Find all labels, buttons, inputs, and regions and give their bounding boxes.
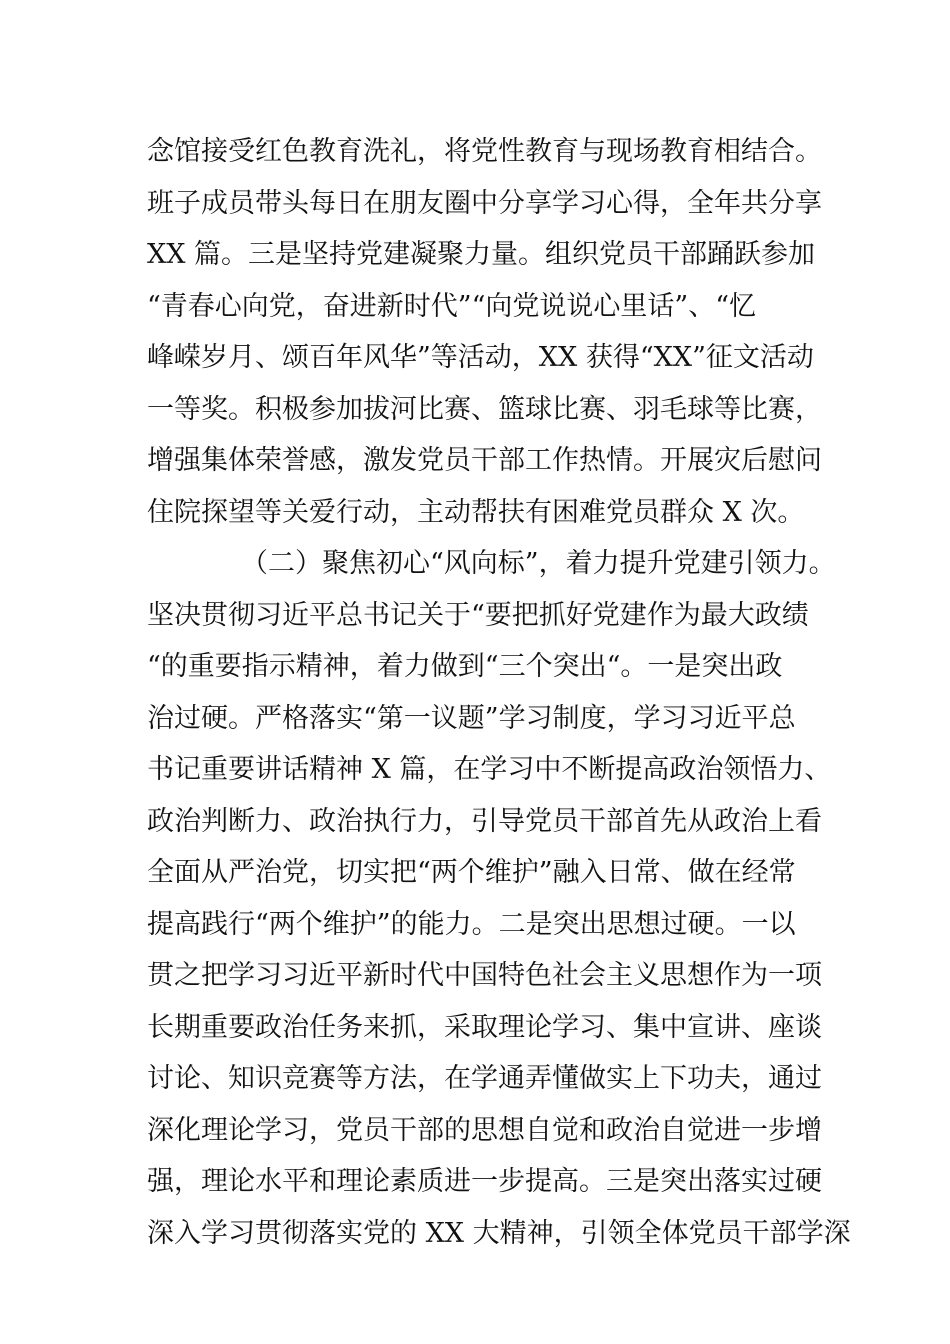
text-line: 一等奖。积极参加拔河比赛、篮球比赛、羽毛球等比赛， [147,393,822,425]
text-line: 讨论、知识竞赛等方法，在学通弄懂做实上下功夫，通过 [147,1063,822,1094]
body-text [147,126,851,1259]
text-line: 增强集体荣誉感，激发党员干部工作热情。开展灾后慰问 [147,445,822,476]
text-line: 深入学习贯彻落实党的 XX 大精神，引领全体党员干部学深 [147,1217,851,1249]
text-line: 长期重要政治任务来抓，采取理论学习、集中宣讲、座谈 [147,1011,822,1043]
text-line: 深化理论学习，党员干部的思想自觉和政治自觉进一步增 [147,1114,822,1146]
text-line: XX 篇。三是坚持党建凝聚力量。组织党员干部踊跃参加 [147,239,816,270]
text-line: 班子成员带头每日在朋友圈中分享学习心得，全年共分享 [147,187,822,219]
text-line: 书记重要讲话精神 X 篇，在学习中不断提高政治领悟力、 [147,754,832,785]
section-heading: （二）聚焦初心“风向标”，着力提升党建引领力。 [241,548,836,579]
text-line: “青春心向党，奋进新时代”“向党说说心里话”、“忆 [147,290,757,322]
text-line: 政治判断力、政治执行力，引导党员干部首先从政治上看 [147,805,822,837]
text-line: 住院探望等关爱行动，主动帮扶有困难党员群众 X 次。 [147,496,805,528]
text-line: 全面从严治党，切实把“两个维护”融入日常、做在经常 [147,857,796,888]
text-line: 峰嵘岁月、颂百年风华”等活动，XX 获得“XX”征文活动 [147,342,814,373]
text-line: 提高践行“两个维护”的能力。二是突出思想过硬。一以 [147,908,796,940]
text-line: 贯之把学习习近平新时代中国特色社会主义思想作为一项 [147,960,822,991]
text-line: 强，理论水平和理论素质进一步提高。三是突出落实过硬 [147,1166,822,1197]
text-line: “的重要指示精神，着力做到“三个突出“。一是突出政 [147,651,783,682]
text-line: 坚决贯彻习近平总书记关于“要把抓好党建作为最大政绩 [147,599,809,631]
text-line: 念馆接受红色教育洗礼，将党性教育与现场教育相结合。 [147,136,822,167]
text-line: 治过硬。严格落实“第一议题”学习制度，学习习近平总 [147,702,796,734]
